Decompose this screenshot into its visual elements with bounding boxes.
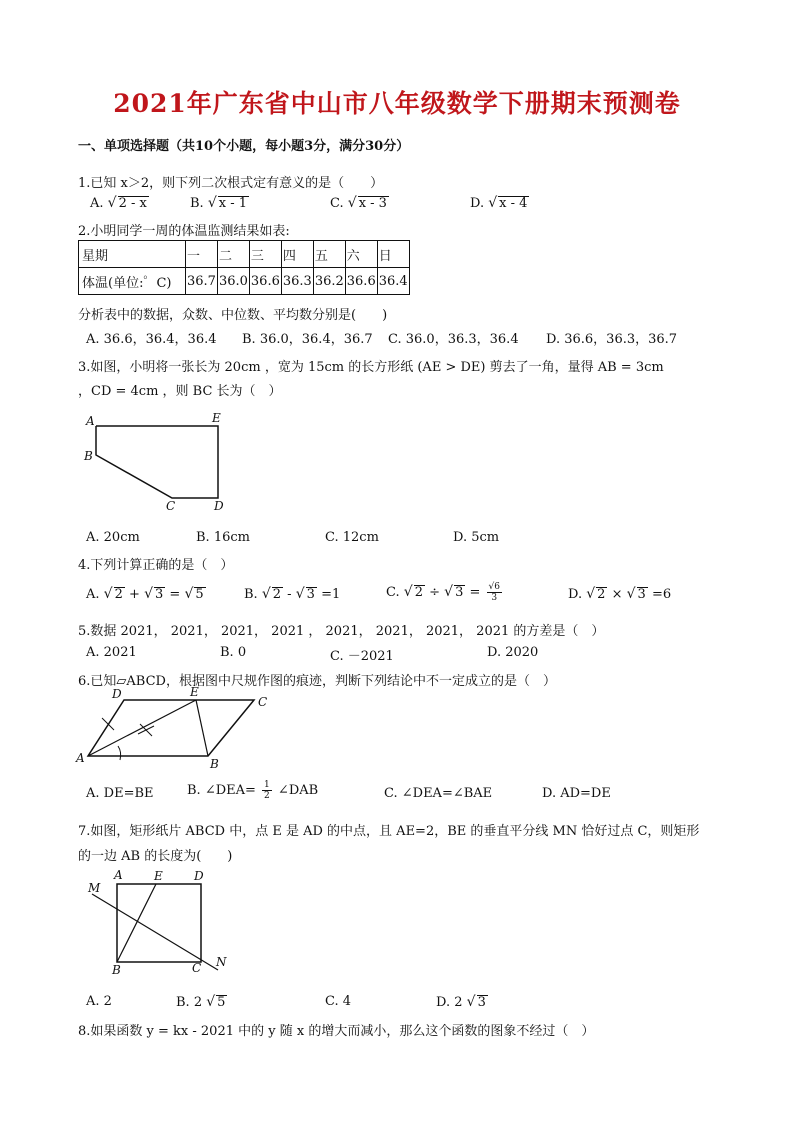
q2-option-c: C. 36.0，36.3，36.4 [388,332,519,347]
q6-line-eb [196,700,208,756]
q6-label-c: C [258,695,268,709]
question-7-line2: 的一边 AB 的长度为( ) [78,849,233,864]
q2-option-a: A. 36.6，36.4，36.4 [86,332,217,347]
q3-label-d: D [214,499,224,513]
q7-line-be [117,884,156,962]
q5-option-d: D. 2020 [487,645,539,660]
question-1-stem: 1.已知 x＞2，则下列二次根式定有意义的是（ ） [78,176,384,191]
q6-label-a: A [76,751,85,765]
q3-figure [80,410,240,515]
q4-option-a: A. √ 2 + √ 3 = √ 5 [86,586,204,602]
question-2-followup: 分析表中的数据，众数、中位数、平均数分别是( ) [78,308,388,323]
question-3-line2: ，CD = 4cm ，则 BC 长为（ ） [78,384,282,399]
q6-arc-3 [138,726,154,734]
q6-arc-1 [102,718,114,730]
q6-label-d: D [112,687,122,701]
q7-label-b: B [112,963,121,977]
q6-option-d: D. AD=DE [542,786,611,801]
table-cell: 六 [345,241,377,268]
table-row [79,268,410,295]
q1-option-a: A. √ 2 - x [90,195,147,211]
q7-label-d: D [194,869,204,883]
q6-label-b: B [210,757,219,771]
table-cell: 体温(单位:゜C) [79,268,186,295]
table-cell: 36.7 [186,268,218,295]
table-cell: 36.2 [313,268,345,295]
table-cell: 36.0 [217,268,249,295]
question-6-stem: 6.已知▱ABCD，根据图中尺规作图的痕迹，判断下列结论中不一定成立的是（ ） [78,674,556,689]
q7-rectangle [117,884,201,962]
q6-b-fraction: $\frac{1}{2}$ [264,780,270,801]
q4-option-d: D. √ 2 × √ 3 =6 [568,586,672,602]
table-cell: 36.4 [377,268,409,295]
q2-option-d: D. 36.6，36.3，36.7 [546,332,678,347]
table-cell: 五 [313,241,345,268]
q3-option-b: B. 16cm [196,530,250,545]
q4-c-fraction: $\frac{√6}{3}$ [488,582,501,603]
table-cell: 日 [377,241,409,268]
q3-label-e: E [212,411,221,425]
question-2-stem: 2.小明同学一周的体温监测结果如表: [78,224,290,239]
q7-option-d: D. 2 √ 3 [436,994,486,1010]
q7-figure [84,866,234,978]
q1-option-c: C. √ x - 3 [330,195,387,211]
q7-option-b: B. 2 √ 5 [176,994,226,1010]
q5-option-a: A. 2021 [86,645,137,660]
question-5-stem: 5.数据 2021， 2021， 2021， 2021 ， 2021， 2021， 2021， 2021 的方差是（ ） [78,624,605,639]
question-7-line1: 7.如图，矩形纸片 ABCD 中，点 E 是 AD 的中点，且 AE=2，BE 的垂直平分线 MN 恰好过点 C，则矩形 [78,824,700,839]
question-8-stem: 8.如果函数 y = kx - 2021 中的 y 随 x 的增大而减小，那么这个函数的图象不经过（ ） [78,1024,595,1039]
temperature-table [78,240,410,295]
table-cell: 36.3 [281,268,313,295]
q7-option-a: A. 2 [86,994,112,1009]
q2-option-b: B. 36.0，36.4，36.7 [242,332,373,347]
q6-line-ae [88,700,196,756]
page-title: 2021年广东省中山市八年级数学下册期末预测卷 [113,89,681,118]
q1-option-d: D. √ x - 4 [470,195,528,211]
q7-line-mn [92,894,218,970]
table-cell: 二 [217,241,249,268]
q6-option-b: B. ∠DEA= $\frac{1}{2}$ ∠DAB [187,780,319,801]
table-cell: 星期 [79,241,186,268]
q6-option-c: C. ∠DEA=∠BAE [384,786,493,801]
q7-label-e: E [154,869,163,883]
q6-option-a: A. DE=BE [86,786,154,801]
q3-shape-outline [96,426,218,498]
q6-parallelogram [88,700,254,756]
table-cell: 四 [281,241,313,268]
q6-label-e: E [190,685,199,699]
q5-option-c: C. －2021 [330,649,394,664]
q7-label-a: A [114,868,123,882]
question-3-line1: 3.如图，小明将一张长为 20cm ，宽为 15cm 的长方形纸 (AE > DE) 剪去了一角，量得 AB = 3cm [78,360,664,375]
q4-option-b: B. √ 2 - √ 3 =1 [244,586,341,602]
q6-figure [72,684,282,772]
q3-option-a: A. 20cm [86,530,140,545]
q6-arc-4 [118,746,121,760]
q3-option-d: D. 5cm [453,530,500,545]
section-heading: 一、单项选择题（共10个小题，每小题3分，满分30分） [78,139,410,154]
table-cell: 三 [249,241,281,268]
q1-option-b: B. √ x - 1 [190,195,248,211]
q3-option-c: C. 12cm [325,530,379,545]
q5-option-b: B. 0 [220,645,247,660]
q3-label-a: A [86,414,95,428]
q7-option-c: C. 4 [325,994,352,1009]
table-cell: 36.6 [345,268,377,295]
question-4-stem: 4.下列计算正确的是（ ） [78,558,234,573]
q4-option-c: C. √ 2 ÷ √ 3 = $\frac{√6}{3}$ [386,582,501,603]
q7-label-m: M [88,881,101,895]
table-cell: 一 [186,241,218,268]
q3-label-b: B [84,449,93,463]
table-row [79,241,410,268]
q7-label-n: N [216,955,227,969]
table-cell: 36.6 [249,268,281,295]
q3-label-c: C [166,499,176,513]
q7-label-c: C [192,961,202,975]
